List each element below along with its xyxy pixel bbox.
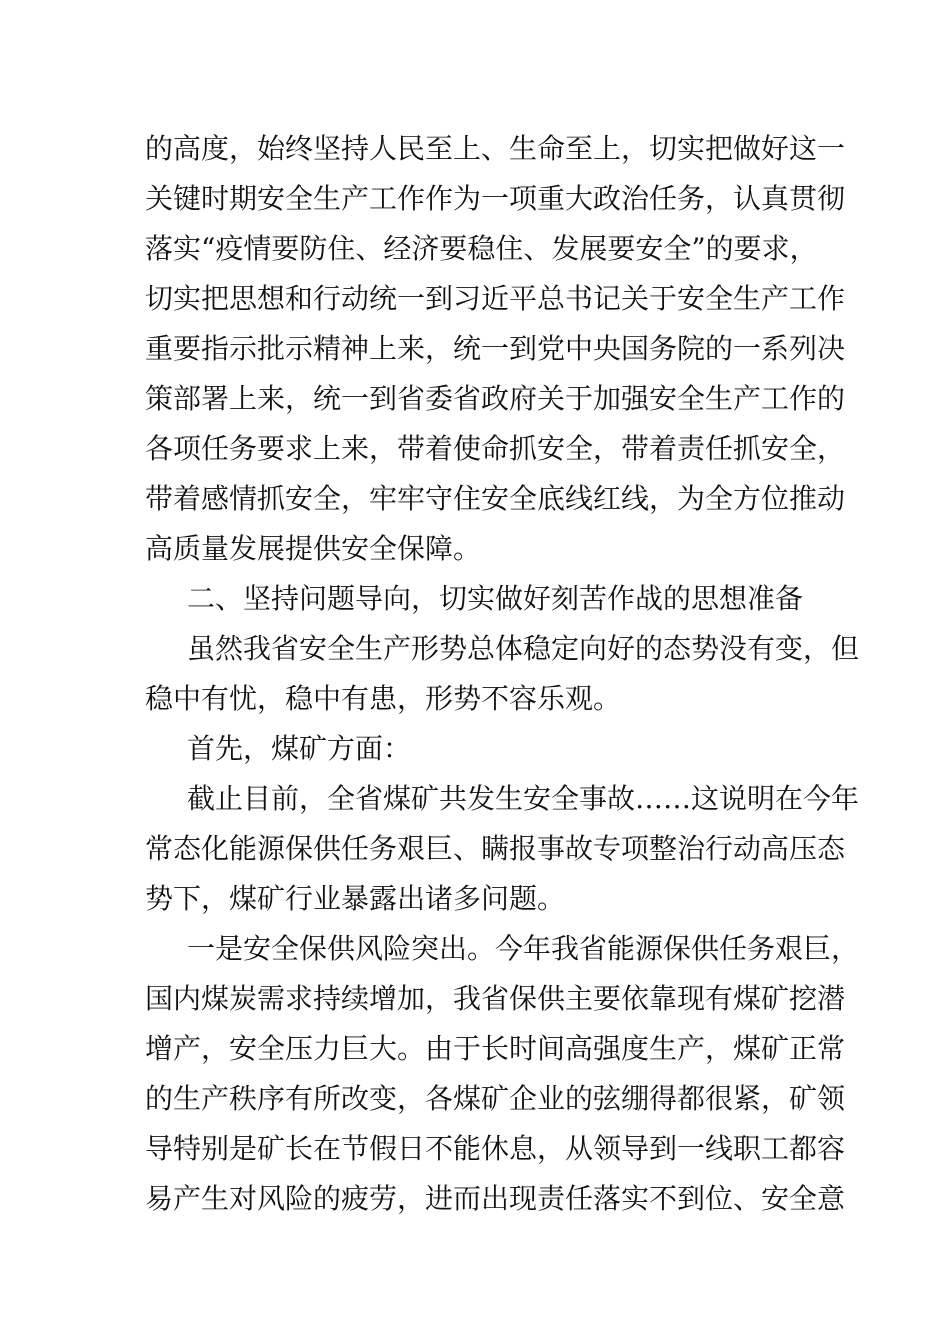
text-line-4: 切实把思想和行动统一到习近平总书记关于安全生产工作	[145, 282, 846, 315]
text-line-15: 常态化能源保供任务艰巨、瞒报事故专项整治行动高压态	[145, 832, 846, 865]
text-line-16: 势下，煤矿行业暴露出诸多问题。	[145, 882, 566, 915]
text-line-11: 虽然我省安全生产形势总体稳定向好的态势没有变，但	[187, 632, 860, 665]
section-heading: 二、坚持问题导向，切实做好刻苦作战的思想准备	[187, 582, 804, 615]
text-line-8: 带着感情抓安全，牢牢守住安全底线红线，为全方位推动	[145, 482, 846, 515]
body-text	[145, 124, 860, 1224]
text-line-12: 稳中有忧，稳中有患，形势不容乐观。	[145, 682, 622, 715]
text-line-18: 国内煤炭需求持续增加，我省保供主要依靠现有煤矿挖潜	[145, 982, 846, 1015]
text-line-6: 策部署上来，统一到省委省政府关于加强安全生产工作的	[145, 382, 846, 415]
text-line-5: 重要指示批示精神上来，统一到党中央国务院的一系列决	[145, 332, 846, 365]
text-line-9: 高质量发展提供安全保障。	[145, 532, 482, 565]
text-line-17: 一是安全保供风险突出。今年我省能源保供任务艰巨，	[187, 932, 860, 965]
text-line-21: 导特别是矿长在节假日不能休息，从领导到一线职工都容	[145, 1132, 846, 1165]
text-line-7: 各项任务要求上来，带着使命抓安全，带着责任抓安全，	[145, 432, 846, 465]
text-line-22: 易产生对风险的疲劳，进而出现责任落实不到位、安全意	[145, 1182, 846, 1215]
text-line-2: 关键时期安全生产工作作为一项重大政治任务，认真贯彻	[145, 182, 846, 215]
text-line-19: 增产，安全压力巨大。由于长时间高强度生产，煤矿正常	[145, 1032, 846, 1065]
text-line-14: 截止目前，全省煤矿共发生安全事故……这说明在今年	[187, 782, 860, 815]
text-line-1: 的高度，始终坚持人民至上、生命至上，切实把做好这一	[145, 132, 846, 165]
text-line-3: 落实“疫情要防住、经济要稳住、发展要安全”的要求，	[145, 232, 818, 265]
text-line-20: 的生产秩序有所改变，各煤矿企业的弦绷得都很紧，矿领	[145, 1082, 846, 1115]
subheading-coal-mines: 首先，煤矿方面：	[187, 732, 412, 765]
